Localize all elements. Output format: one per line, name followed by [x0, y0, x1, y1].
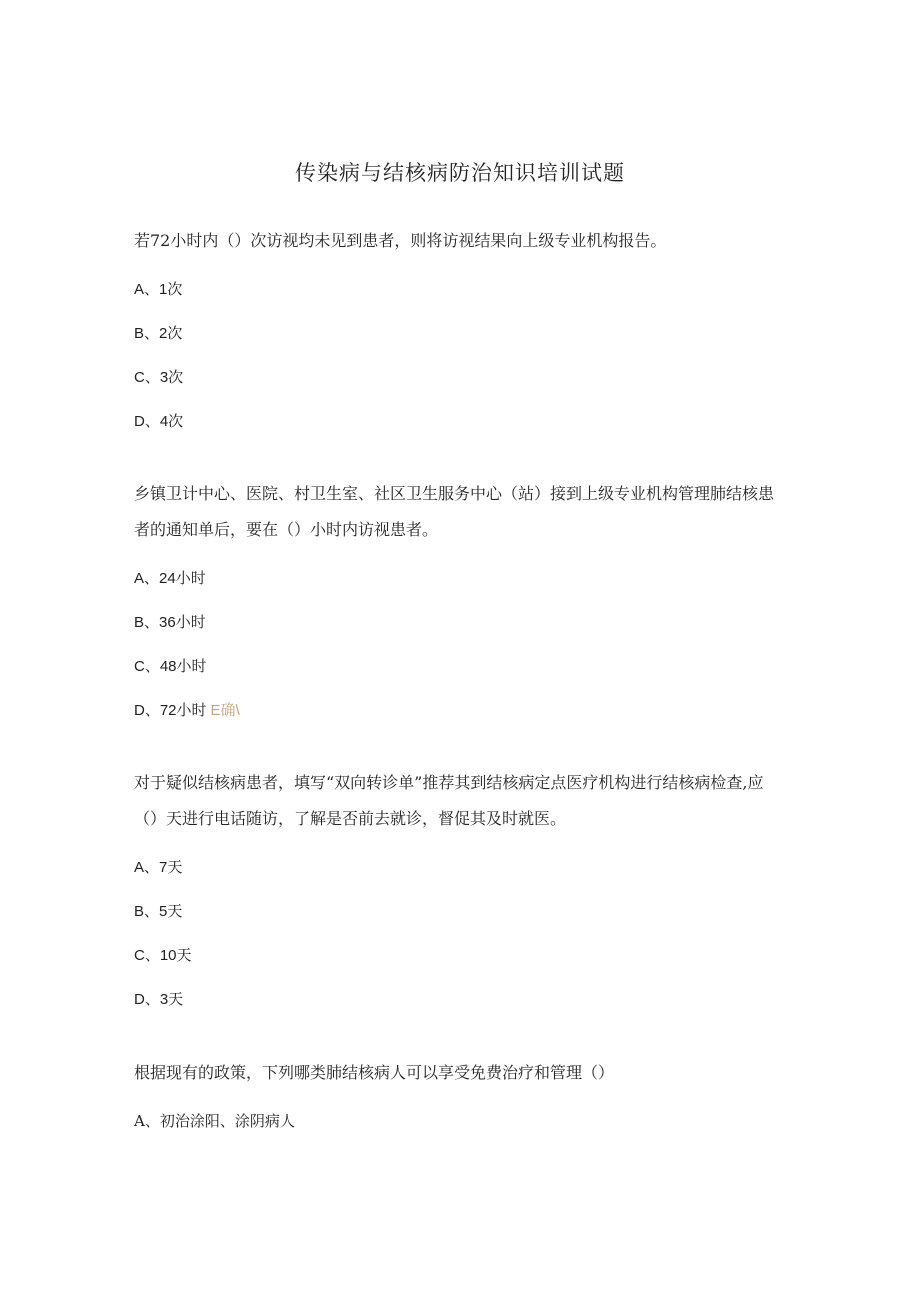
question-4-text: 根据现有的政策，下列哪类肺结核病人可以享受免费治疗和管理（） — [134, 1063, 615, 1082]
question-2-option-c: C、48小时 — [134, 658, 207, 675]
question-3-option-a: A、7天 — [134, 859, 183, 876]
question-4-option-a: A、初治涂阳、涂阴病人 — [134, 1112, 295, 1130]
question-1-option-c: C、3次 — [134, 369, 184, 386]
question-3-option-b: B、5天 — [134, 903, 183, 920]
question-3-option-d: D、3天 — [134, 991, 184, 1008]
question-3-option-c: C、10天 — [134, 947, 192, 964]
page-title: 传染病与结核病防治知识培训试题 — [295, 161, 625, 185]
question-3-text: 对于疑似结核病患者，填写“双向转诊单”推荐其到结核病定点医疗机构进行结核病检查,应（）天进行电话随访，了解是否前去就诊，督促其及时就医。 — [134, 773, 764, 828]
question-1-text: 若72小时内（）次访视均未见到患者，则将访视结果向上级专业机构报告。 — [134, 231, 667, 250]
question-1-option-b: B、2次 — [134, 325, 183, 342]
question-1-option-a: A、1次 — [134, 281, 183, 298]
question-2-option-d — [134, 700, 240, 722]
question-2-option-b: B、36小时 — [134, 614, 206, 631]
answer-mark: E确\ — [210, 702, 240, 719]
question-1-option-d: D、4次 — [134, 413, 184, 430]
question-2-text: 乡镇卫计中心、医院、村卫生室、社区卫生服务中心（站）接到上级专业机构管理肺结核患者的通知单后，要在（）小时内访视患者。 — [134, 484, 775, 539]
question-2-option-a: A、24小时 — [134, 570, 206, 587]
question-2-option-d-label: D、72小时 — [134, 702, 207, 719]
